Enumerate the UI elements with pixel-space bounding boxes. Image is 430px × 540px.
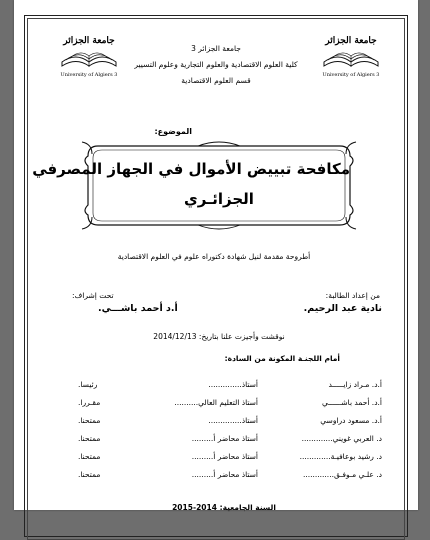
member-name: د. علـي مـوفـق............. xyxy=(302,470,382,479)
defense-date: نوقشت وأجيزت علنا بتاريخ: 2014/12/13 xyxy=(153,332,285,341)
title-ornament-frame xyxy=(32,138,360,233)
member-name: أ.د. أحمد باشــــــي xyxy=(321,398,382,407)
member-rank: أستاذ محاضر أ......... xyxy=(191,452,258,461)
supervisor-label: تحت إشراف: xyxy=(72,291,114,300)
student-label: من إعداد الطالبة: xyxy=(325,291,380,300)
member-role: رئيسا. xyxy=(78,380,98,389)
logo-right-latin: University of Algiers 3 xyxy=(322,72,380,78)
academic-year: السنة الجامعية: 2014-2015 xyxy=(172,503,276,512)
subject-label: الموضوع: xyxy=(154,127,192,136)
committee-row xyxy=(78,416,382,428)
logo-left-latin: University of Algiers 3 xyxy=(60,72,118,78)
university-logo-left xyxy=(56,36,122,78)
member-role: ممتحنا. xyxy=(78,470,101,479)
member-role: ممتحنا. xyxy=(78,416,101,425)
logo-right-arabic: جامعة الجزائر xyxy=(325,36,377,46)
department-name: قسم العلوم الاقتصادية xyxy=(181,76,251,85)
committee-row xyxy=(78,452,382,464)
member-role: ممتحنا. xyxy=(78,434,101,443)
member-name: د. رشيد بوعافيـة............. xyxy=(299,452,382,461)
university-name: جامعة الجزائر 3 xyxy=(191,44,241,53)
committee-row xyxy=(78,398,382,410)
logo-left-arabic: جامعة الجزائر xyxy=(63,36,115,46)
member-name: د. العربي غويني............. xyxy=(301,434,382,443)
member-rank: أستاذ.............. xyxy=(208,416,258,425)
member-rank: أستاذ محاضر أ......... xyxy=(191,434,258,443)
committee-row xyxy=(78,380,382,392)
thesis-description: أطروحة مقدمة لنيل شهادة دكتوراه علوم في العلوم الاقتصادية xyxy=(117,252,311,261)
thesis-title-line2: الجزائـري xyxy=(184,190,254,208)
member-rank: أستاذ التعليم العالي.......... xyxy=(174,398,258,407)
document-page xyxy=(14,0,418,510)
member-rank: أستاذ.............. xyxy=(208,380,258,389)
student-name: نادية عبد الرحيم. xyxy=(303,303,382,314)
committee-heading: أمام اللجنـة المكونة من السادة: xyxy=(224,354,340,363)
thesis-title-line1: مكافحة تبييض الأموال في الجهاز المصرفي xyxy=(32,160,350,178)
member-name: أ.د. مسعود دراوسي xyxy=(320,416,382,425)
member-role: ممتحنا. xyxy=(78,452,101,461)
faculty-name: كلية العلوم الاقتصادية والعلوم التجارية وعلوم التسيير xyxy=(134,60,298,69)
committee-row xyxy=(78,434,382,446)
committee-row xyxy=(78,470,382,482)
supervisor-name: أ.د أحمد باشـــي. xyxy=(98,303,178,314)
member-role: مقـررا. xyxy=(78,398,101,407)
member-name: أ.د. مـراد زايـــــد xyxy=(328,380,382,389)
ornament-frame-icon xyxy=(32,138,360,233)
member-rank: أستاذ محاضر أ......... xyxy=(191,470,258,479)
university-logo-right xyxy=(318,36,384,78)
